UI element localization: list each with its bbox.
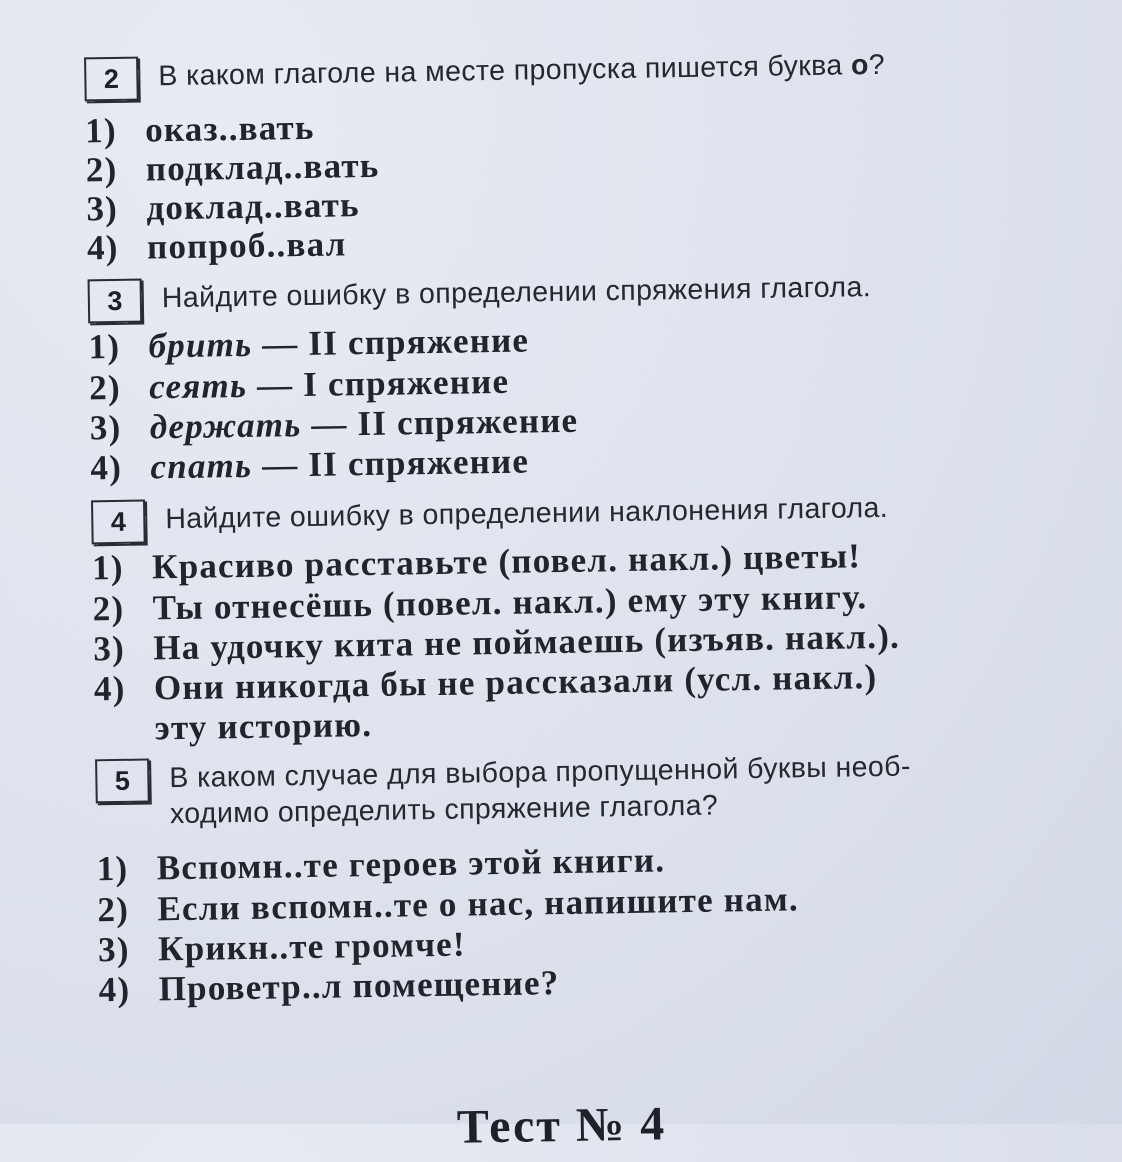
task-2-question <box>158 47 885 94</box>
option-verb: брить <box>148 324 253 366</box>
option-text: Проветр..л помещение? <box>158 963 560 1009</box>
option-number: 1) <box>84 110 118 151</box>
task-4-header <box>91 488 888 545</box>
option-text: Они никогда бы не рассказали (усл. накл.) <box>153 657 878 708</box>
task-2-question-main: В каком глаголе на месте пропуска пишется буква <box>158 49 843 93</box>
task-5-question <box>169 749 911 833</box>
option-text: Ты отнесёшь (повел. накл.) ему эту книгу. <box>152 577 868 628</box>
task-2-question-end: ? <box>868 48 886 82</box>
option-text: — II спряжение <box>251 320 530 364</box>
option-text: — II спряжение <box>301 400 579 445</box>
option-number: 4) <box>93 668 126 709</box>
task-3-number-box: 3 <box>88 279 143 324</box>
option-text: Если вспомн..те о нас, напишите нам. <box>157 879 800 929</box>
task-5-question-line-2: ходимо определить спряжение глагола? <box>169 789 719 831</box>
option-text: попроб..вал <box>146 224 347 267</box>
task-5-question-line-1: В каком случае для выбора пропущенной буквы необ- <box>169 750 911 795</box>
task-3-option-1 <box>88 320 529 367</box>
option-text: Крикн..те громче! <box>157 924 467 969</box>
task-5-option-3 <box>98 925 466 971</box>
task-2-question-letter: о <box>850 49 869 82</box>
task-2-header <box>84 45 885 102</box>
option-text: — I спряжение <box>246 361 510 405</box>
option-verb: сеять <box>148 365 248 407</box>
task-5-number-box: 5 <box>95 758 150 803</box>
task-3-option-4 <box>90 441 529 488</box>
task-4-option-4-continuation: эту историю. <box>154 704 373 748</box>
option-number: 3) <box>93 628 126 669</box>
option-text: подклад..вать <box>145 145 380 189</box>
option-number: 2) <box>92 588 125 629</box>
task-5-header <box>95 747 911 834</box>
option-text: На удочку кита не поймаешь (изъяв. накл.). <box>153 616 901 668</box>
option-number: 4) <box>86 227 119 268</box>
option-text: оказ..вать <box>144 107 315 150</box>
task-2-option-2 <box>86 146 380 191</box>
task-2-option-3 <box>86 185 360 229</box>
option-number: 2) <box>88 367 122 408</box>
option-number: 1) <box>96 848 129 889</box>
option-number: 2) <box>97 889 130 930</box>
option-number: 4) <box>90 447 123 488</box>
option-text: доклад..вать <box>146 185 361 228</box>
option-number: 4) <box>98 969 131 1010</box>
task-3-header <box>88 267 872 323</box>
option-number: 3) <box>97 929 130 970</box>
task-4-question: Найдите ошибку в определении наклонения глагола. <box>165 491 889 536</box>
option-text: — II спряжение <box>251 441 530 485</box>
task-5-option-4 <box>98 963 559 1010</box>
task-2-number-box: 2 <box>84 57 139 102</box>
task-2-option-4 <box>87 224 347 268</box>
option-text: Красиво расставьте (повел. накл.) цветы! <box>151 536 862 587</box>
task-2-option-1 <box>85 108 315 152</box>
option-number: 3) <box>86 188 119 229</box>
option-number: 2) <box>85 149 118 190</box>
option-number: 1) <box>91 547 124 588</box>
task-3-question: Найдите ошибку в определении спряжения глагола. <box>161 271 872 315</box>
task-3-option-2 <box>89 362 510 409</box>
next-test-title: Тест № 4 <box>456 1097 667 1154</box>
option-number: 1) <box>88 326 121 367</box>
option-verb: спать <box>150 445 253 487</box>
option-text: Вспомн..те героев этой книги. <box>156 840 666 888</box>
task-4-number-box: 4 <box>91 500 146 545</box>
option-number: 3) <box>89 407 122 448</box>
option-verb: держать <box>149 405 302 447</box>
